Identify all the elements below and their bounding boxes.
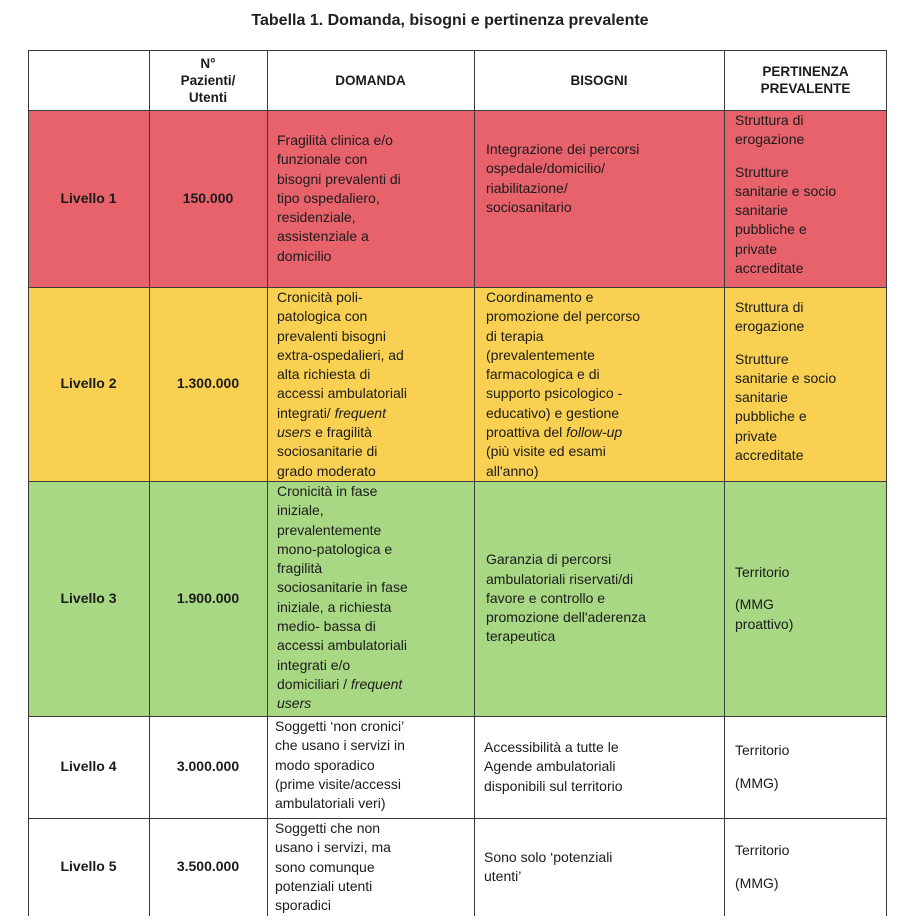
header-pertinenza-line: PREVALENTE [760,81,851,96]
domanda-line: prevalentemente [277,521,382,538]
domanda-italic-text: frequent [334,404,386,421]
row-1-level [28,110,149,287]
row-5-pertinenza [735,818,887,916]
domanda-line: usano i servizi, ma [275,839,391,856]
patients-value: 150.000 [182,189,234,206]
pertinenza-line: proattivo) [735,615,794,632]
level-label: Livello 4 [60,758,117,775]
bisogni-line: Accessibilità a tutte le [484,739,619,756]
row-3-bisogni [486,481,722,716]
table-grid [28,50,887,916]
row-2-bisogni [486,288,722,481]
row-divider [28,110,887,111]
bisogni-line: supporto psicologico - [486,385,623,402]
bisogni-line: farmacologica e di [486,366,600,383]
row-5-level [28,818,149,916]
domanda-text: integrati/ [277,404,335,421]
level-label: Livello 1 [60,189,117,206]
header-level [28,50,149,110]
header-bisogni-label: BISOGNI [570,72,628,88]
level-label: Livello 5 [60,858,117,875]
domanda-line: sono comunque [275,858,375,875]
row-4-pertinenza [735,716,887,818]
row-4-bisogni [484,716,722,818]
row-4-patients [149,716,267,818]
bisogni-text: proattiva del [486,424,567,441]
header-patients-line: Pazienti/ [180,72,236,88]
bisogni-line: promozione del percorso [486,308,641,325]
domanda-line: Soggetti ‘non cronici’ [275,718,405,734]
bisogni-line: Integrazione dei percorsi [486,141,640,157]
domanda-line: prevalenti bisogni [277,327,386,344]
patients-value: 1.300.000 [176,375,240,392]
row-5-bisogni [484,818,722,916]
domanda-line: patologica con [277,308,368,325]
domanda-line: Cronicità in fase [277,483,378,499]
table-title: Tabella 1. Domanda, bisogni e pertinenza prevalente [251,12,649,29]
domanda-line: potenziali utenti [275,877,373,894]
domanda-line: alta richiesta di [277,366,371,383]
pertinenza-line: (MMG) [735,774,779,791]
bisogni-line: Sono solo ‘potenziali [484,848,613,865]
bisogni-line: all'anno) [486,462,539,479]
domanda-text: e fragilità [311,424,372,441]
level-label: Livello 3 [60,589,117,606]
patients-value: 3.000.000 [176,758,240,775]
bisogni-line: terapeutica [486,628,556,645]
column-divider [28,50,29,916]
pertinenza-line: sanitarie [735,202,788,219]
domanda-line: iniziale, [277,502,324,519]
header-pertinenza [724,50,887,110]
header-domanda [267,50,474,110]
bisogni-line: di terapia [486,327,544,344]
row-divider [28,716,887,717]
domanda-line: integrati e/o [277,656,351,673]
pertinenza-line: private [735,240,778,257]
pertinenza-line: erogazione [735,131,805,148]
row-2-patients [149,287,267,481]
row-3-domanda [277,482,472,716]
row-3-level [28,481,149,716]
bisogni-line: ambulatoriali riservati/di [486,570,634,587]
bisogni-line: disponibili sul territorio [484,777,623,794]
domanda-line: ambulatoriali veri) [275,795,386,812]
row-4-level [28,716,149,818]
row-divider [28,818,887,819]
pertinenza-line: private [735,427,778,444]
domanda-line: sociosanitarie in fase [277,579,408,596]
domanda-line: accessi ambulatoriali [277,637,407,654]
bisogni-line: (più visite ed esami [486,443,606,460]
row-2-pertinenza [735,298,887,481]
table-border-top [28,50,887,51]
pertinenza-line: Struttura di [735,299,804,315]
patients-value: 3.500.000 [176,858,240,875]
row-3-pertinenza [735,481,887,716]
bisogni-line: Coordinamento e [486,289,594,305]
pertinenza-line: sanitarie e socio [735,182,837,199]
row-3-patients [149,481,267,716]
column-divider [474,50,475,916]
bisogni-line: promozione dell'aderenza [486,609,646,626]
domanda-line: bisogni prevalenti di [277,170,401,187]
pertinenza-line: sanitarie [735,389,788,406]
pertinenza-line: sanitarie e socio [735,369,837,386]
domanda-italic-text: users [277,695,312,712]
domanda-line: (prime visite/accessi [275,775,402,792]
domanda-line: sociosanitarie di [277,443,378,460]
pertinenza-line: (MMG [735,596,774,613]
table [28,50,887,916]
domanda-line-mixed [277,423,472,442]
domanda-line: extra-ospedalieri, ad [277,346,404,363]
bisogni-line: Agende ambulatoriali [484,758,616,775]
pertinenza-line: accreditate [735,447,804,464]
pertinenza-line: pubbliche e [735,408,807,425]
bisogni-italic-text: follow-up [566,424,623,441]
domanda-line: assistenziale a [277,228,369,245]
domanda-line: sporadici [275,897,332,914]
row-2-domanda [277,288,472,481]
domanda-line: accessi ambulatoriali [277,385,407,402]
header-domanda-label: DOMANDA [335,72,406,88]
row-5-domanda [275,819,472,916]
header-pertinenza-line: PERTINENZA [762,64,849,79]
row-2-level [28,287,149,481]
domanda-line: Cronicità poli- [277,289,363,305]
pertinenza-line: pubbliche e [735,221,807,238]
domanda-line-mixed [277,404,472,423]
domanda-line: medio- bassa di [277,618,376,635]
pertinenza-line: accreditate [735,260,804,277]
domanda-line: grado moderato [277,462,376,479]
domanda-line: fragilità [277,560,323,577]
bisogni-line: utenti’ [484,868,522,884]
bisogni-line-mixed [486,423,722,442]
column-divider [724,50,725,916]
pertinenza-line: Territorio [735,742,790,759]
domanda-line-mixed [277,675,472,694]
column-divider [267,50,268,916]
row-5-patients [149,818,267,916]
domanda-line: iniziale, a richiesta [277,598,392,615]
domanda-italic-text: frequent [350,675,403,692]
pertinenza-line: erogazione [735,318,805,335]
bisogni-line: educativo) e gestione [486,404,620,421]
domanda-italic-text: users [277,424,312,441]
domanda-line: modo sporadico [275,756,375,773]
pertinenza-line: Territorio [735,564,790,581]
row-divider [28,481,887,482]
row-1-patients [149,110,267,287]
header-patients-line: Utenti [188,89,228,105]
pertinenza-line: (MMG) [735,874,779,891]
row-1-bisogni [486,140,722,240]
row-1-domanda [277,110,472,287]
header-patients [149,50,267,110]
pertinenza-line: Territorio [735,842,790,859]
domanda-line: mono-patologica e [277,540,393,557]
bisogni-line: ospedale/domicilio/ [486,160,606,177]
domanda-text: domiciliari / [277,675,351,692]
domanda-line: Soggetti che non [275,820,381,836]
bisogni-line: Garanzia di percorsi [486,551,612,568]
patients-value: 1.900.000 [176,589,240,606]
header-patients-line: N° [200,55,216,71]
level-label: Livello 2 [60,375,117,392]
table-border-right [886,50,887,916]
bisogni-line: sociosanitario [486,198,572,215]
domanda-line: funzionale con [277,151,368,168]
pertinenza-line: Strutture [735,350,789,367]
column-divider [149,50,150,916]
domanda-line: domicilio [277,247,332,264]
pertinenza-line: Strutture [735,163,789,180]
header-bisogni [474,50,724,110]
domanda-line-mixed [277,694,472,713]
domanda-line: che usano i servizi in [275,737,405,754]
row-4-domanda [275,717,472,818]
domanda-line: tipo ospedaliero, [277,189,380,206]
bisogni-line: riabilitazione/ [486,179,568,196]
bisogni-line: favore e controllo e [486,589,606,606]
domanda-line: Fragilità clinica e/o [277,131,393,148]
row-divider [28,287,887,288]
pertinenza-line: Struttura di [735,112,804,128]
bisogni-line: (prevalentemente [486,346,595,363]
domanda-line: residenziale, [277,209,356,226]
row-1-pertinenza [735,111,887,287]
